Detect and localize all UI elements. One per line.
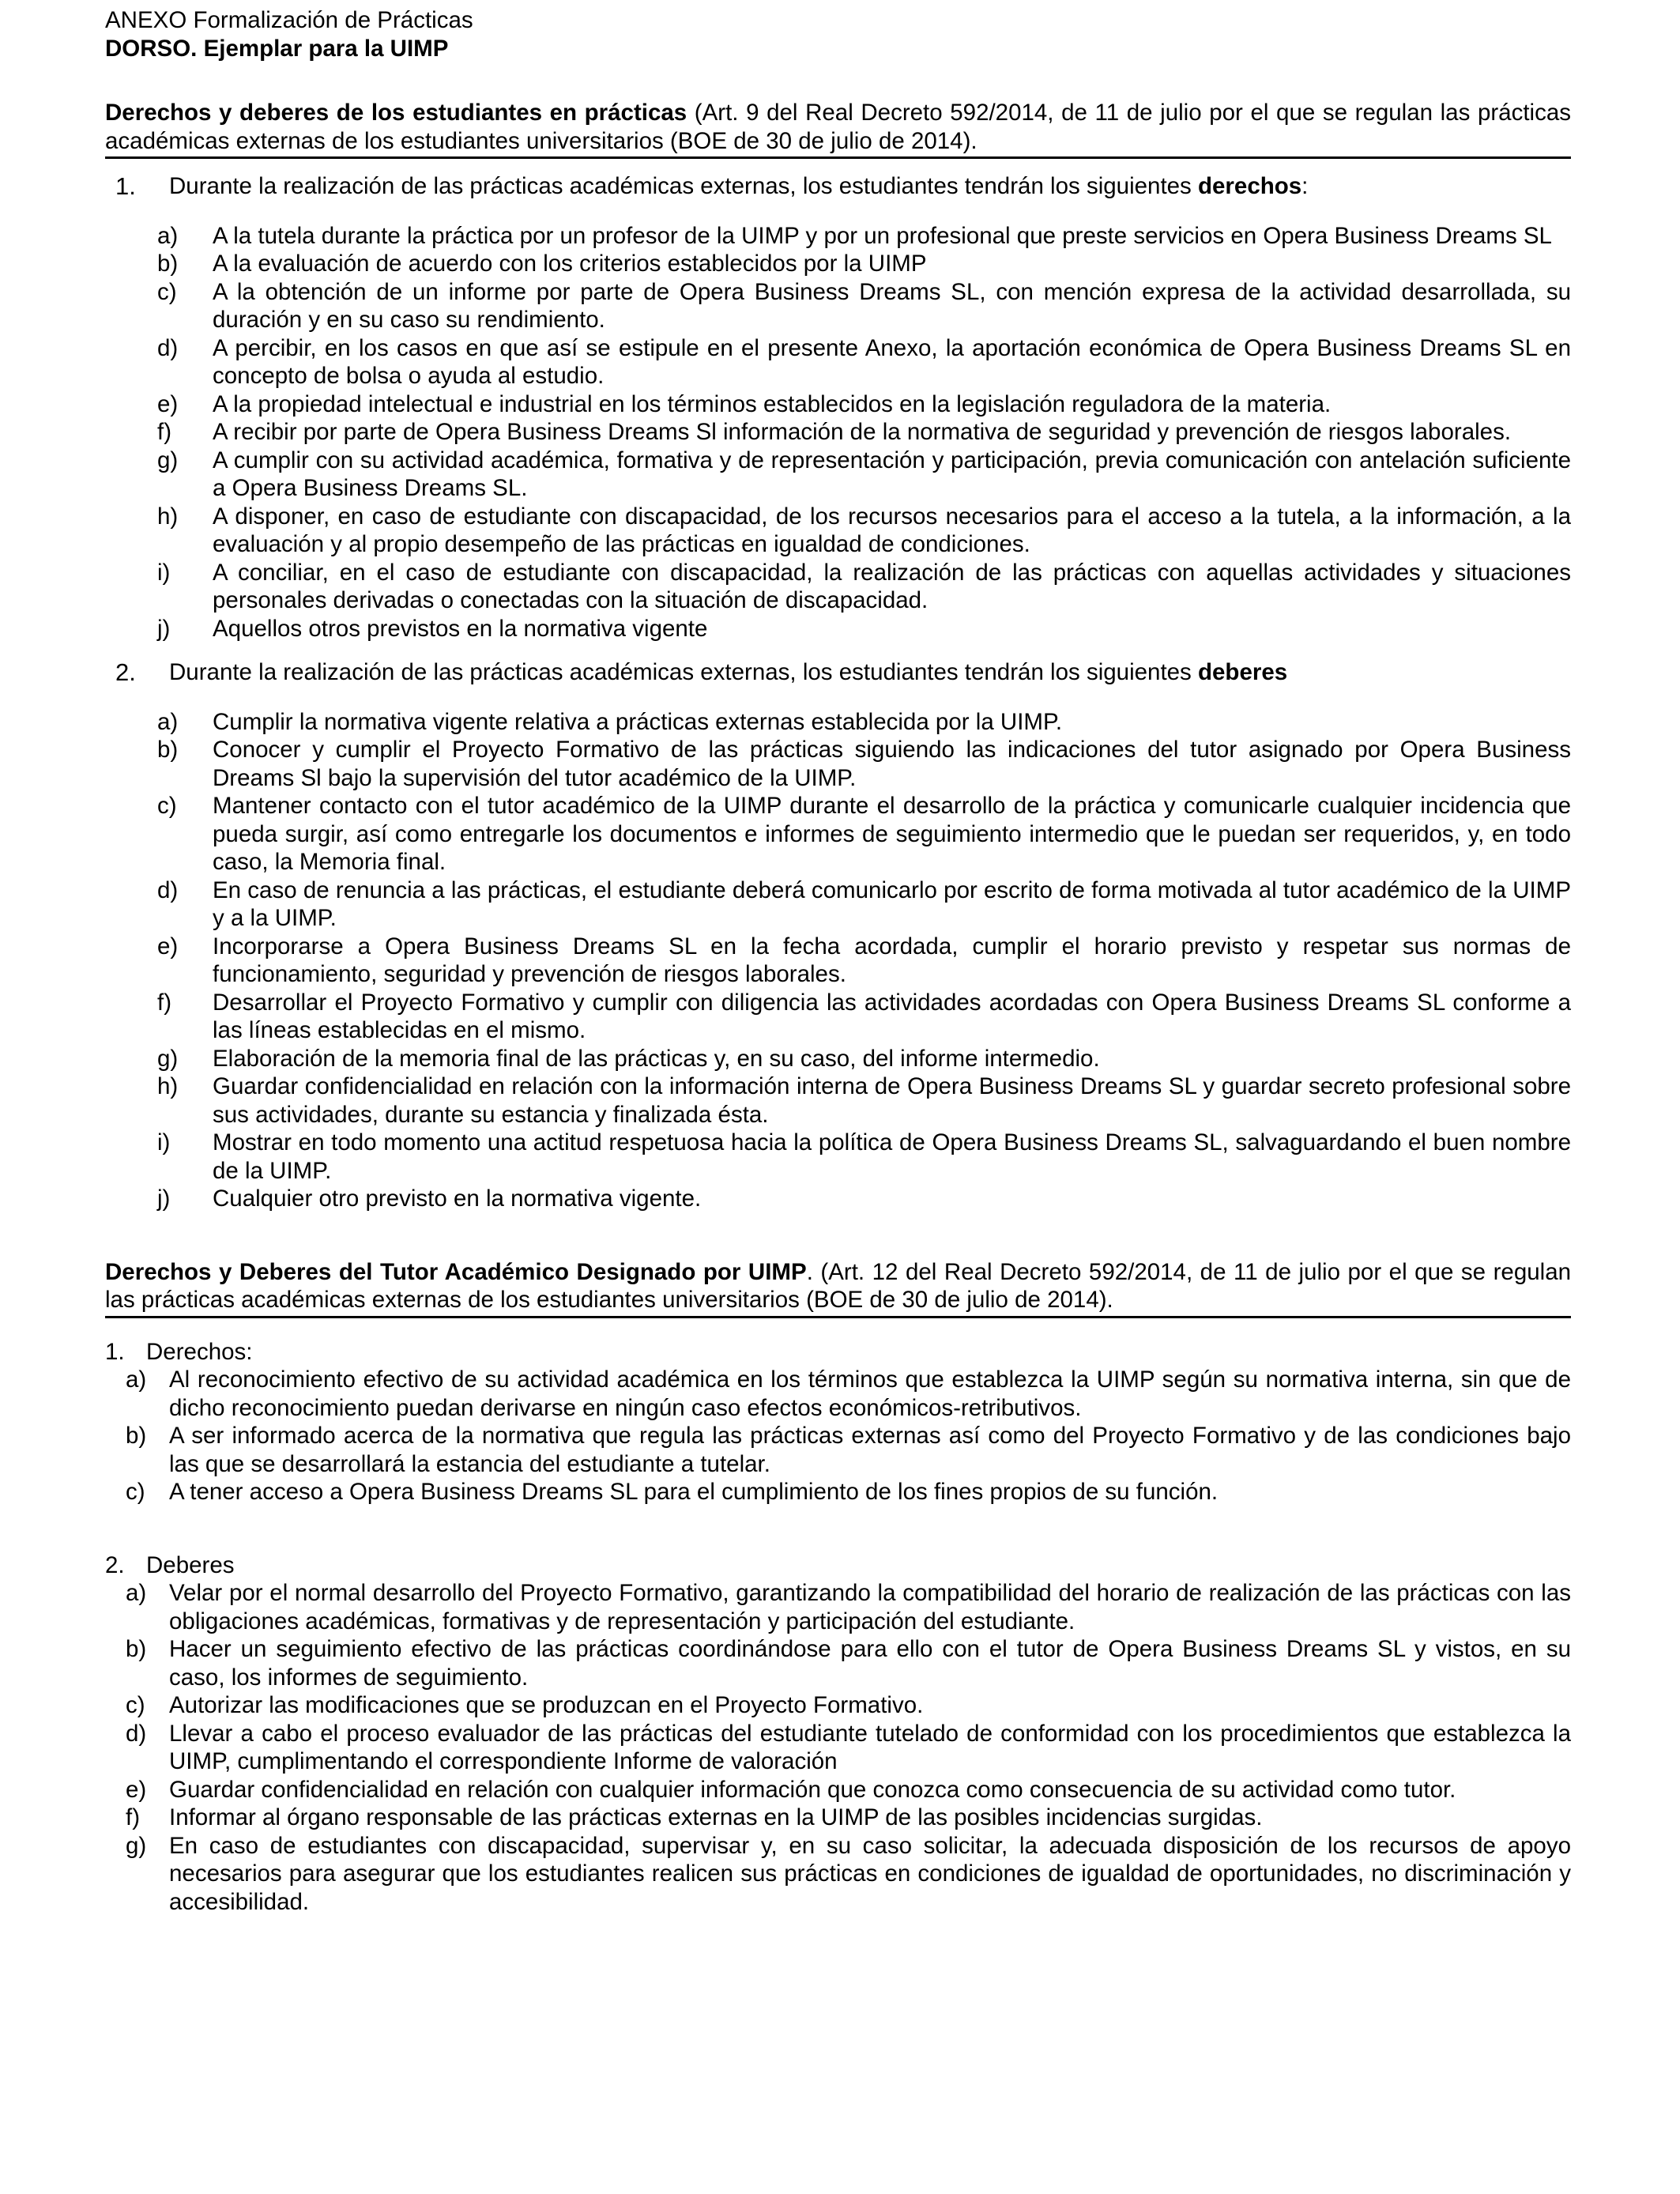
students-duty-item [105, 1185, 1571, 1213]
list-item-text: Aquellos otros previstos en la normativa vigente [213, 615, 708, 642]
students-title-ref: (Art. 9 del Real Decreto 592/2014, de 11 de julio por el que se regulan las prácticas académicas externas de los estudiantes universitarios (BOE de 30 de julio de 2014). [105, 100, 1571, 154]
list-marker: c) [157, 793, 177, 819]
list-item-text: Guardar confidencialidad en relación con cualquier información que conozca como consecuencia de su actividad como tutor. [169, 1776, 1456, 1803]
list-item-text: Llevar a cabo el proceso evaluador de las prácticas del estudiante tutelado de conformidad con los procedimientos que establezca la UIMP, cumplimentando el correspondiente Informe de valoración [169, 1720, 1571, 1774]
tutor-rights-heading [105, 1338, 1571, 1367]
tutor-title-bold: Derechos y Deberes del Tutor Académico Designado por UIMP [105, 1258, 807, 1285]
tutor-right-item [105, 1366, 1571, 1422]
list-marker: e) [126, 1776, 147, 1803]
students-duty-item [105, 792, 1571, 876]
students-duty-item [105, 1129, 1571, 1185]
students-duties-heading [105, 658, 1571, 687]
students-duties-number: 2. [115, 658, 136, 686]
list-marker: g) [157, 447, 179, 473]
list-item-text: En caso de estudiantes con discapacidad, supervisar y, en su caso solicitar, la adecuada disposición de los recursos de apoyo necesarios para asegurar que los estudiantes realicen sus prácticas en condiciones de igualdad de oportunidades, no discriminación y accesibilidad. [169, 1832, 1571, 1915]
tutor-title-ref: . (Art. 12 del Real Decreto 592/2014, de 11 de julio por el que se regulan las prácticas académicas externas de los estudiantes universitarios (BOE de 30 de julio de 2014). [105, 1258, 1572, 1313]
tutor-duties-label: Deberes [146, 1551, 235, 1578]
list-item-text: Mostrar en todo momento una actitud respetuosa hacia la política de Opera Business Dreams SL, salvaguardando el buen nombre de la UIMP. [213, 1129, 1571, 1184]
list-item-text: A ser informado acerca de la normativa que regula las prácticas externas así como del Proyecto Formativo y de las condiciones bajo las que se desarrollará la estancia del estudiante a tutelar. [169, 1423, 1571, 1477]
list-item-text: Informar al órgano responsable de las prácticas externas en la UIMP de las posibles incidencias surgidas. [169, 1804, 1263, 1830]
list-item-text: A cumplir con su actividad académica, formativa y de representación y participación, previa comunicación con antelación suficiente a Opera Business Dreams SL. [213, 447, 1571, 501]
list-marker: d) [157, 876, 179, 903]
students-right-item [105, 334, 1571, 390]
list-marker: h) [157, 1073, 179, 1099]
list-marker: a) [157, 708, 179, 735]
list-marker: c) [126, 1692, 145, 1718]
students-rights-heading [105, 172, 1571, 201]
students-right-item [105, 559, 1571, 615]
students-duty-item [105, 736, 1571, 792]
tutor-divider [105, 1316, 1571, 1318]
students-duty-item [105, 1045, 1571, 1073]
list-marker: f) [126, 1804, 141, 1830]
students-duty-item [105, 708, 1571, 737]
list-item-text: A la tutela durante la práctica por un profesor de la UIMP y por un profesional que preste servicios en Opera Business Dreams SL [213, 222, 1552, 249]
students-right-item [105, 250, 1571, 278]
copy-label: DORSO. Ejemplar para la UIMP [105, 35, 449, 62]
students-right-item [105, 418, 1571, 447]
list-marker: d) [157, 334, 179, 361]
list-marker: a) [126, 1367, 147, 1393]
list-marker: c) [126, 1479, 145, 1505]
students-rights-tail: : [1301, 173, 1309, 199]
list-marker: b) [157, 737, 179, 763]
tutor-right-item [105, 1478, 1571, 1506]
list-item-text: Desarrollar el Proyecto Formativo y cumplir con diligencia las actividades acordadas con Opera Business Dreams SL conforme a las líneas establecidas en el mismo. [213, 989, 1571, 1043]
list-marker: g) [157, 1045, 179, 1072]
list-marker: e) [157, 390, 179, 417]
list-item-text: Cualquier otro previsto en la normativa vigente. [213, 1186, 702, 1212]
students-duty-item [105, 1072, 1571, 1129]
list-item-text: Cumplir la normativa vigente relativa a prácticas externas establecida por la UIMP. [213, 708, 1063, 735]
list-item-text: A la propiedad intelectual e industrial en los términos establecidos en la legislación reguladora de la materia. [213, 390, 1332, 417]
tutor-rights-number: 1. [105, 1338, 125, 1365]
tutor-duty-item [105, 1776, 1571, 1804]
students-duty-item [105, 876, 1571, 933]
list-item-text: Conocer y cumplir el Proyecto Formativo de las prácticas siguiendo las indicaciones del tutor asignado por Opera Business Dreams Sl bajo la supervisión del tutor académico de la UIMP. [213, 737, 1571, 791]
list-marker: f) [157, 989, 172, 1016]
list-marker: a) [157, 222, 179, 249]
students-title-bold: Derechos y deberes de los estudiantes en prácticas [105, 100, 687, 126]
tutor-duty-item [105, 1832, 1571, 1917]
list-item-text: Autorizar las modificaciones que se produzcan en el Proyecto Formativo. [169, 1692, 924, 1718]
list-marker: b) [126, 1423, 147, 1449]
tutor-rights-list [105, 1366, 1571, 1506]
students-rights-lead: Durante la realización de las prácticas académicas externas, los estudiantes tendrán los siguientes [169, 173, 1198, 199]
students-duties-lead: Durante la realización de las prácticas académicas externas, los estudiantes tendrán los siguientes [169, 659, 1198, 685]
students-right-item [105, 222, 1571, 251]
list-item-text: A tener acceso a Opera Business Dreams SL para el cumplimiento de los fines propios de su función. [169, 1479, 1219, 1505]
tutor-duties-list [105, 1579, 1571, 1916]
list-item-text: Guardar confidencialidad en relación con la información interna de Opera Business Dreams SL y guardar secreto profesional sobre sus actividades, durante su estancia y finalizada ésta. [213, 1073, 1571, 1128]
tutor-duties-heading [105, 1551, 1571, 1580]
list-item-text: En caso de renuncia a las prácticas, el estudiante deberá comunicarlo por escrito de forma motivada al tutor académico de la UIMP y a la UIMP. [213, 876, 1571, 931]
list-item-text: Hacer un seguimiento efectivo de las prácticas coordinándose para ello con el tutor de Opera Business Dreams SL y vistos, en su caso, los informes de seguimiento. [169, 1636, 1571, 1691]
students-divider [105, 156, 1571, 159]
list-item-text: Incorporarse a Opera Business Dreams SL en la fecha acordada, cumplir el horario previsto y respetar sus normas de funcionamiento, seguridad y prevención de riesgos laborales. [213, 933, 1571, 987]
annex-title: ANEXO Formalización de Prácticas [105, 7, 473, 33]
students-right-item [105, 390, 1571, 419]
list-marker: d) [126, 1720, 147, 1747]
students-right-item [105, 447, 1571, 503]
list-item-text: A percibir, en los casos en que así se estipule en el presente Anexo, la aportación económica de Opera Business Dreams SL en concepto de bolsa o ayuda al estudio. [213, 334, 1571, 389]
list-item-text: A disponer, en caso de estudiante con discapacidad, de los recursos necesarios para el acceso a la tutela, a la información, a la evaluación y al propio desempeño de las prácticas en igualdad de condiciones. [213, 503, 1571, 557]
students-duty-item [105, 989, 1571, 1045]
students-right-item [105, 615, 1571, 643]
list-marker: c) [157, 278, 177, 305]
tutor-duty-item [105, 1691, 1571, 1720]
list-item-text: Elaboración de la memoria final de las prácticas y, en su caso, del informe intermedio. [213, 1045, 1100, 1072]
list-marker: i) [157, 559, 171, 586]
students-section-title [105, 99, 1571, 155]
students-rights-keyword: derechos [1198, 173, 1302, 199]
list-item-text: Al reconocimiento efectivo de su actividad académica en los términos que establezca la UIMP según su normativa interna, sin que de dicho reconocimiento puedan derivarse en ningún caso efectos económicos-retributivos. [169, 1367, 1571, 1421]
list-marker: a) [126, 1580, 147, 1606]
list-item-text: A recibir por parte de Opera Business Dreams Sl información de la normativa de seguridad y prevención de riesgos laborales. [213, 419, 1512, 445]
tutor-duty-item [105, 1720, 1571, 1776]
list-item-text: A conciliar, en el caso de estudiante con discapacidad, la realización de las prácticas con aquellas actividades y situaciones personales derivadas o conectadas con la situación de discapacidad. [213, 559, 1571, 613]
list-marker: h) [157, 503, 179, 530]
students-duty-item [105, 933, 1571, 989]
tutor-duties-number: 2. [105, 1551, 125, 1578]
list-marker: g) [126, 1832, 147, 1859]
list-item-text: A la evaluación de acuerdo con los criterios establecidos por la UIMP [213, 251, 927, 277]
list-item-text: A la obtención de un informe por parte de Opera Business Dreams SL, con mención expresa de la actividad desarrollada, su duración y en su caso su rendimiento. [213, 278, 1571, 333]
students-rights-number: 1. [115, 172, 136, 200]
tutor-duty-item [105, 1804, 1571, 1832]
list-marker: i) [157, 1129, 171, 1155]
list-item-text: Velar por el normal desarrollo del Proyecto Formativo, garantizando la compatibilidad del horario de realización de las prácticas con las obligaciones académicas, formativas y de representación y participación del estudiante. [169, 1580, 1571, 1634]
students-right-item [105, 278, 1571, 334]
list-marker: b) [157, 251, 179, 277]
tutor-duty-item [105, 1579, 1571, 1635]
list-item-text: Mantener contacto con el tutor académico de la UIMP durante el desarrollo de la práctica y comunicarle cualquier incidencia que pueda surgir, así como entregarle los documentos e informes de seguimiento intermedio que le puedan ser requeridos, y, en todo caso, la Memoria final. [213, 793, 1571, 875]
students-right-item [105, 503, 1571, 559]
list-marker: j) [157, 615, 171, 642]
list-marker: j) [157, 1186, 171, 1212]
students-duties-keyword: deberes [1198, 659, 1288, 685]
tutor-rights-label: Derechos: [146, 1338, 253, 1365]
students-rights-list [105, 222, 1571, 643]
students-duties-list [105, 708, 1571, 1213]
tutor-right-item [105, 1422, 1571, 1478]
tutor-duty-item [105, 1635, 1571, 1691]
tutor-section-title [105, 1258, 1571, 1314]
list-marker: f) [157, 419, 172, 445]
document-page [105, 6, 1571, 1916]
list-marker: e) [157, 933, 179, 959]
list-marker: b) [126, 1636, 147, 1662]
